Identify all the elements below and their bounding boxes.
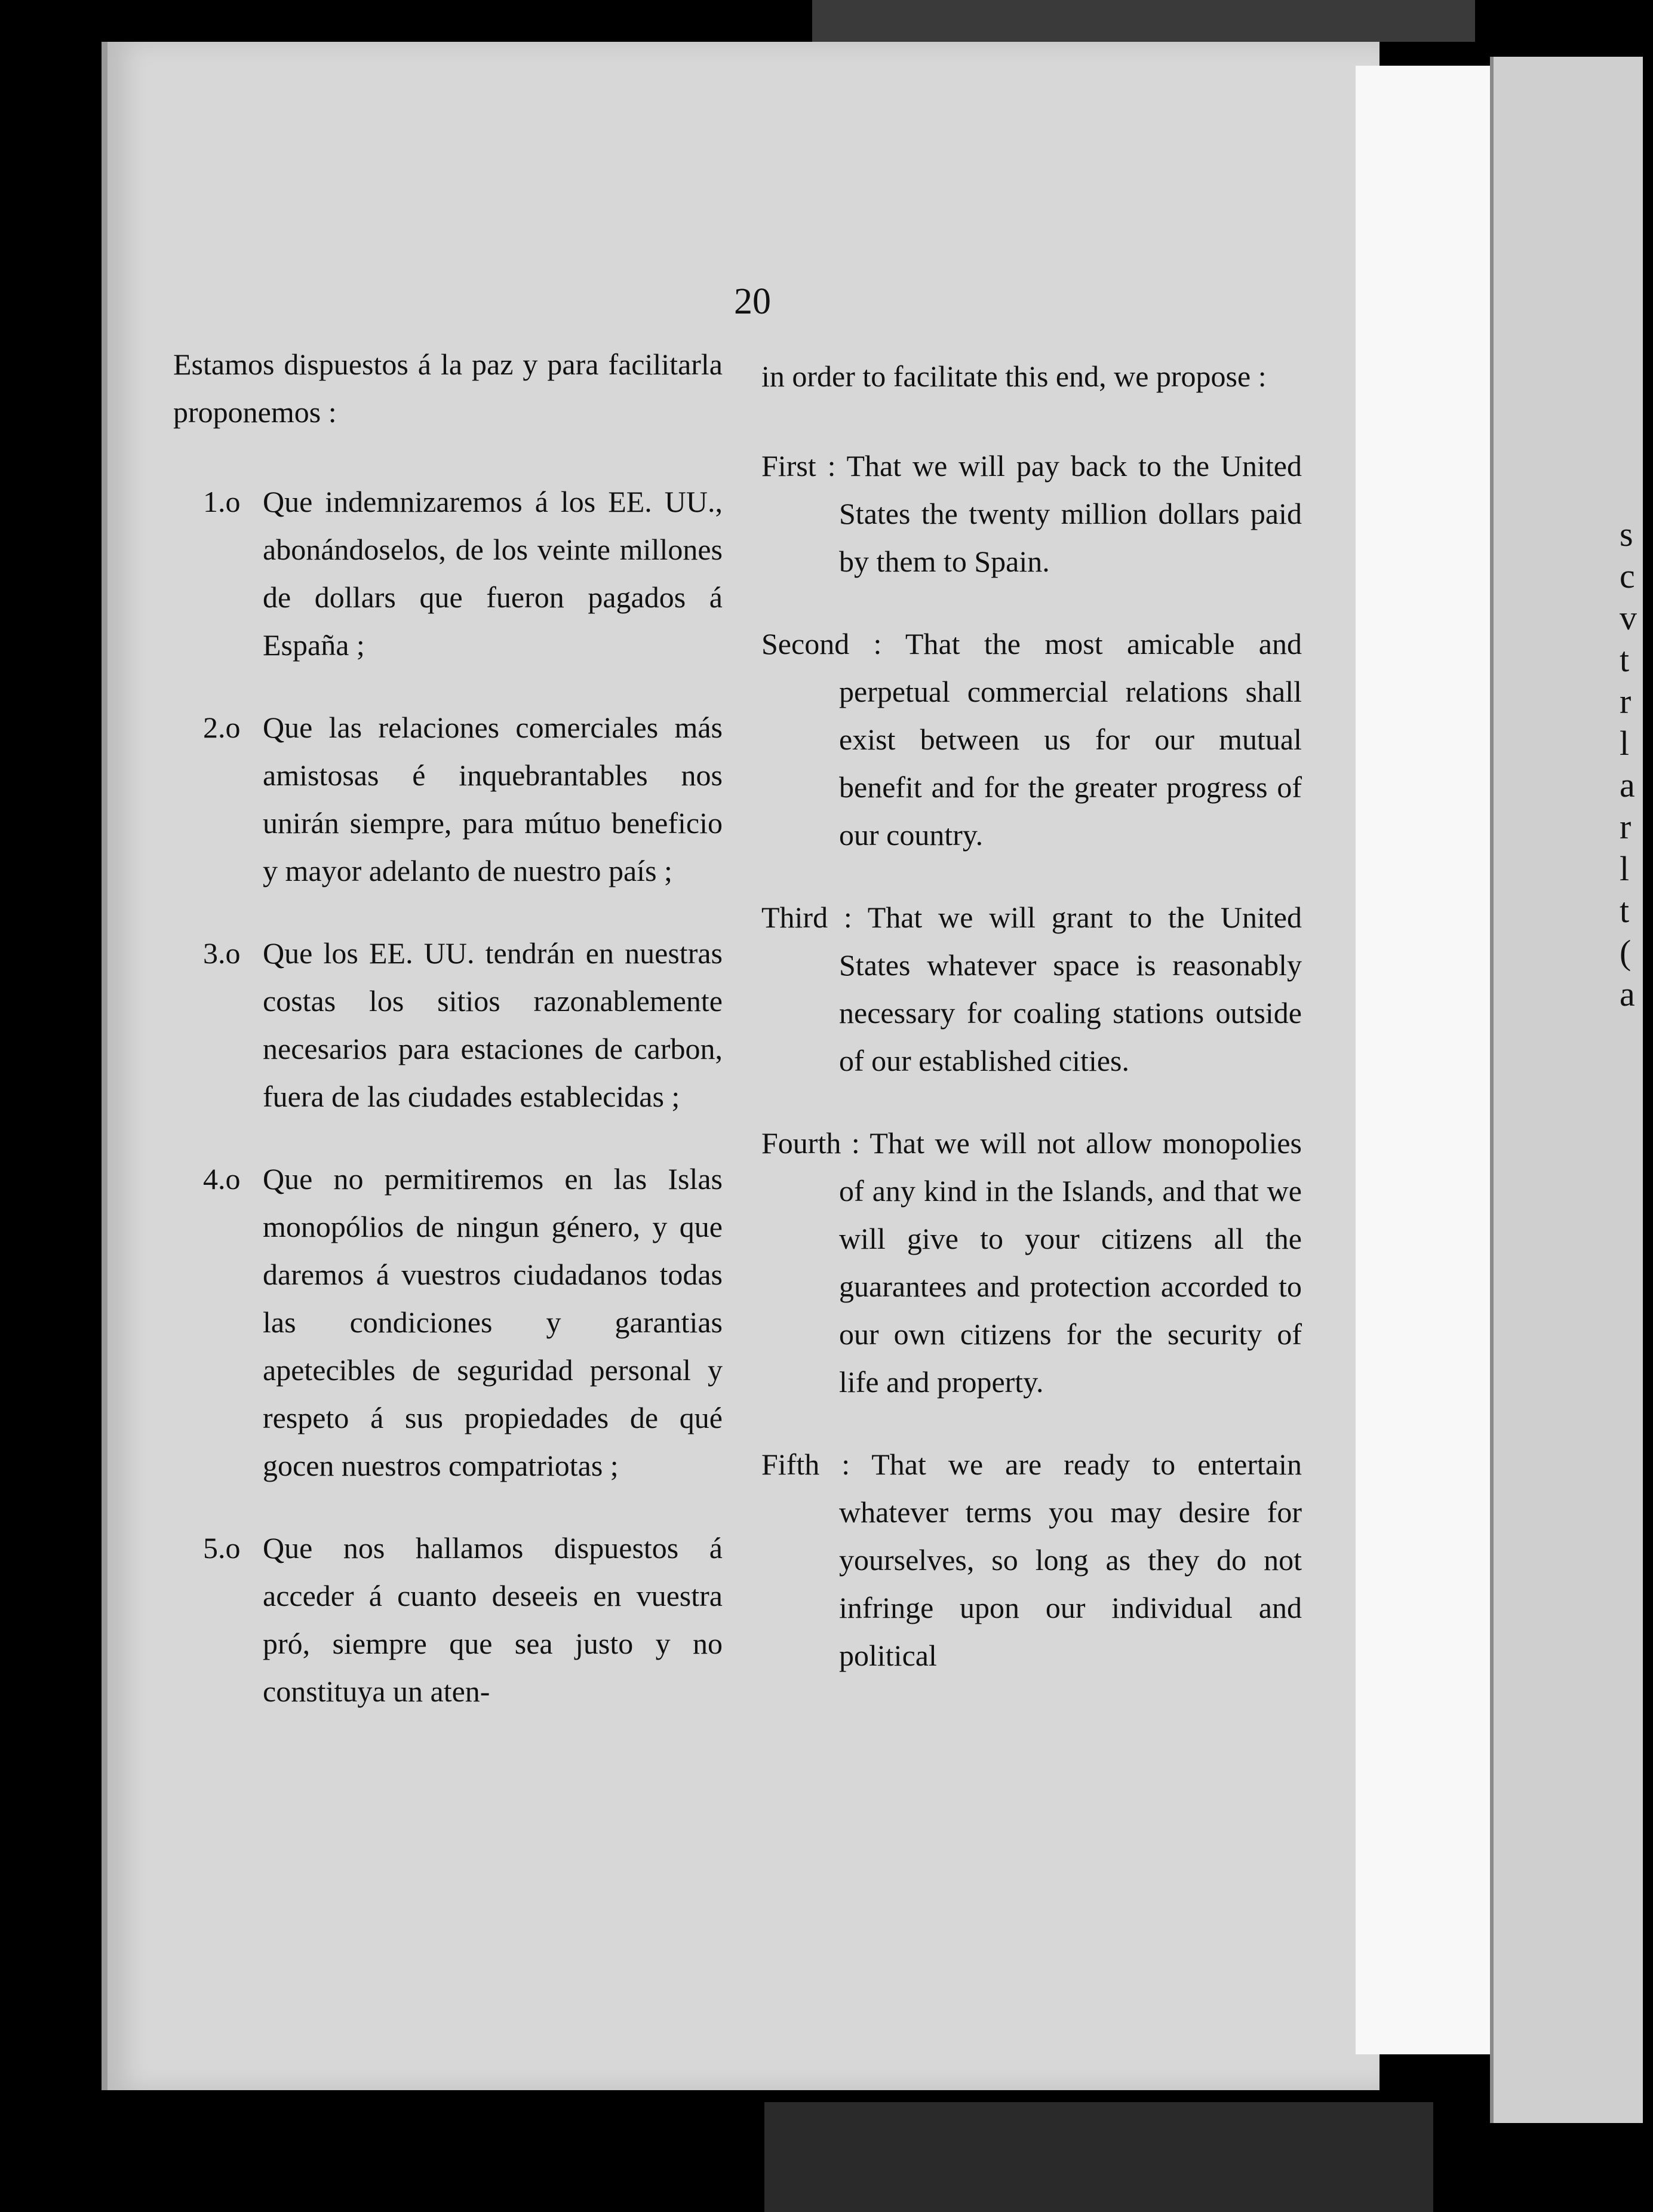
item-label: Second : xyxy=(761,627,882,660)
english-item xyxy=(761,1119,1302,1406)
item-number: 1.o xyxy=(203,485,241,518)
item-label: Fourth : xyxy=(761,1126,860,1160)
item-text: Que los EE. UU. tendrán en nuestras costas los sitios razonablemente necesarios para estaciones de carbon, fuera de las ciudades establecidas ; xyxy=(263,936,723,1113)
english-item xyxy=(761,1440,1302,1679)
item-text: That we will pay back to the United States the twenty million dollars paid by them to Spain. xyxy=(839,449,1302,578)
adjacent-page xyxy=(1490,57,1643,2123)
spanish-item xyxy=(173,703,723,895)
item-text: Que no permitiremos en las Islas monopólios de ningun género, y que daremos á vuestros ciudadanos todas las condiciones y garantias apetecibles de seguridad personal y respeto á sus propiedades de qué gocen nuestros compatriotas ; xyxy=(263,1162,723,1482)
english-item xyxy=(761,442,1302,585)
item-text: Que nos hallamos dispuestos á acceder á cuanto deseeis en vuestra pró, siempre que sea justo y no constituya un aten- xyxy=(263,1531,723,1708)
item-text: That we are ready to entertain whatever terms you may desire for yourselves, so long as they do not infringe upon our individual and political xyxy=(839,1448,1302,1672)
item-text: That we will not allow monopolies of any kind in the Islands, and that we will give to your citizens all the guarantees and protection accorded to our own citizens for the security of life and property. xyxy=(839,1126,1302,1399)
page-edge-strip xyxy=(1356,66,1490,2054)
item-text: Que indemnizaremos á los EE. UU., abonándoselos, de los veinte millones de dollars que fueron pagados á España ; xyxy=(263,485,723,662)
scan-border-bottom xyxy=(764,2102,1433,2212)
adjacent-page-edge-text: s c v t r l a r l t ( a xyxy=(1620,515,1637,1013)
english-intro: in order to facilitate this end, we propose : xyxy=(761,360,1267,393)
item-number: 3.o xyxy=(203,936,241,970)
english-item xyxy=(761,620,1302,859)
item-number: 5.o xyxy=(203,1531,241,1565)
spanish-item xyxy=(173,1155,723,1489)
spanish-item xyxy=(173,478,723,669)
spanish-column xyxy=(173,340,723,1750)
item-text: Que las relaciones comerciales más amistosas é inquebrantables nos unirán siempre, para mútuo beneficio y mayor adelanto de nuestro país ; xyxy=(263,711,723,887)
spanish-item xyxy=(173,1524,723,1715)
item-label: First : xyxy=(761,449,836,483)
english-item xyxy=(761,893,1302,1085)
item-label: Third : xyxy=(761,901,852,934)
item-text: That we will grant to the United States whatever space is reasonably necessary for coaling stations outside of our established cities. xyxy=(839,901,1302,1077)
item-text: That the most amicable and perpetual commercial relations shall exist between us for our mutual benefit and for the greater progress of our country. xyxy=(839,627,1302,852)
page-number: 20 xyxy=(734,281,771,322)
item-label: Fifth : xyxy=(761,1448,850,1481)
item-number: 2.o xyxy=(203,711,241,744)
scan-border-top xyxy=(812,0,1475,42)
spanish-intro: Estamos dispuestos á la paz y para facilitarla proponemos : xyxy=(173,348,723,429)
item-number: 4.o xyxy=(203,1162,241,1196)
spanish-item xyxy=(173,929,723,1120)
english-column xyxy=(761,352,1302,1714)
